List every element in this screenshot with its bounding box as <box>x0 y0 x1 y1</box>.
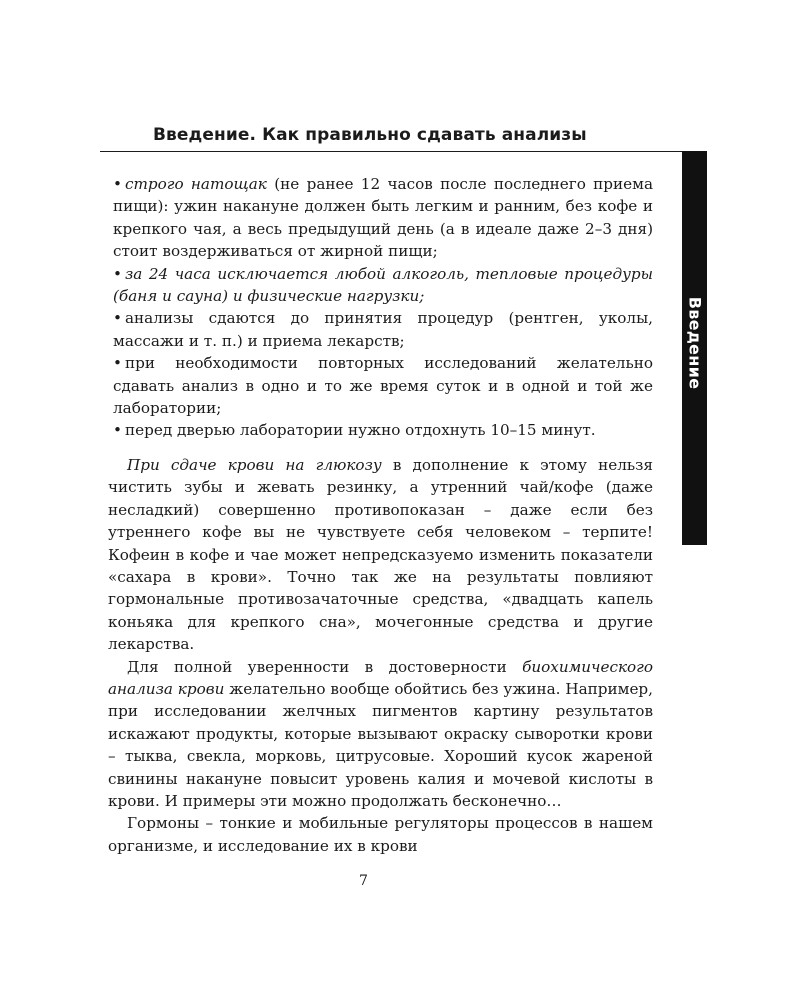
bullet-mark: • <box>113 309 122 328</box>
paragraph-emphasis: При сдаче крови на глюкозу <box>127 455 382 474</box>
paragraph-lead: Для полной уверенности в достоверности <box>127 657 523 676</box>
list-item <box>108 307 653 352</box>
list-item-text: (не ранее 12 часов после последнего приема пищи): ужин накануне должен быть легким и ранним, без кофе и крепкого чая, а весь предыдущий день (а в идеале даже 2–3 дня) стоит воздерживаться от жирной пищи; <box>113 175 653 261</box>
section-tab <box>682 151 707 545</box>
list-item <box>108 419 653 441</box>
requirements-list <box>108 173 653 442</box>
bullet-mark: • <box>113 264 122 283</box>
list-item-text: анализы сдаются до принятия процедур (рентген, уколы, массажи и т. п.) и приема лекарств; <box>113 309 653 350</box>
paragraph-text: Гормоны – тонкие и мобильные регуляторы процессов в нашем организме, и исследование их в крови <box>108 814 653 855</box>
bullet-mark: • <box>113 421 122 440</box>
list-item-text: перед дверью лаборатории нужно отдохнуть 10–15 минут. <box>125 421 596 440</box>
list-item-text: при необходимости повторных исследований желательно сдавать анализ в одно и то же время суток и в одной и той же лаборатории; <box>113 354 653 418</box>
page-body <box>108 173 653 857</box>
header-rule <box>100 151 682 152</box>
paragraph-emphasis: биохимического анализа крови <box>108 657 653 698</box>
list-item <box>108 173 653 263</box>
paragraph-glucose <box>108 454 653 656</box>
running-head-title: Введение. Как правильно сдавать анализы <box>153 125 587 145</box>
bullet-mark: • <box>113 354 122 373</box>
section-tab-label: Введение <box>685 296 704 390</box>
paragraph-text: в дополнение к этому нельзя чистить зубы и жевать резинку, а утренний чай/кофе (даже несладкий) совершенно противопоказан – даже если без утреннего кофе вы не чувствуете себя человеком – терпите! Кофеин в кофе и чае может непредсказуемо изменить показатели «сахара в крови». Точно так же на результаты повлияют гормональные противозачаточные средства, «двадцать капель коньяка для крепкого сна», мочегонные средства и другие лекарства. <box>108 455 653 654</box>
list-item <box>108 352 653 419</box>
list-item <box>108 263 653 308</box>
paragraph-biochemistry <box>108 656 653 813</box>
bullet-mark: • <box>113 175 122 193</box>
paragraph-hormones <box>108 812 653 857</box>
page-number: 7 <box>359 873 368 889</box>
list-item-emphasis: за 24 часа исключается любой алкоголь, тепловые процедуры (баня и сауна) и физические нагрузки; <box>113 264 653 306</box>
paragraph-text: желательно вообще обойтись без ужина. Например, при исследовании желчных пигментов картину результатов искажают продукты, которые вызывают окраску сыворотки крови – тыква, свекла, морковь, цитрусовые. Хороший кусок жареной свинины накануне повысит уровень калия и мочевой кислоты в крови. И примеры эти можно продолжать бесконечно… <box>108 679 653 810</box>
list-item-emphasis: строго натощак <box>125 175 267 193</box>
